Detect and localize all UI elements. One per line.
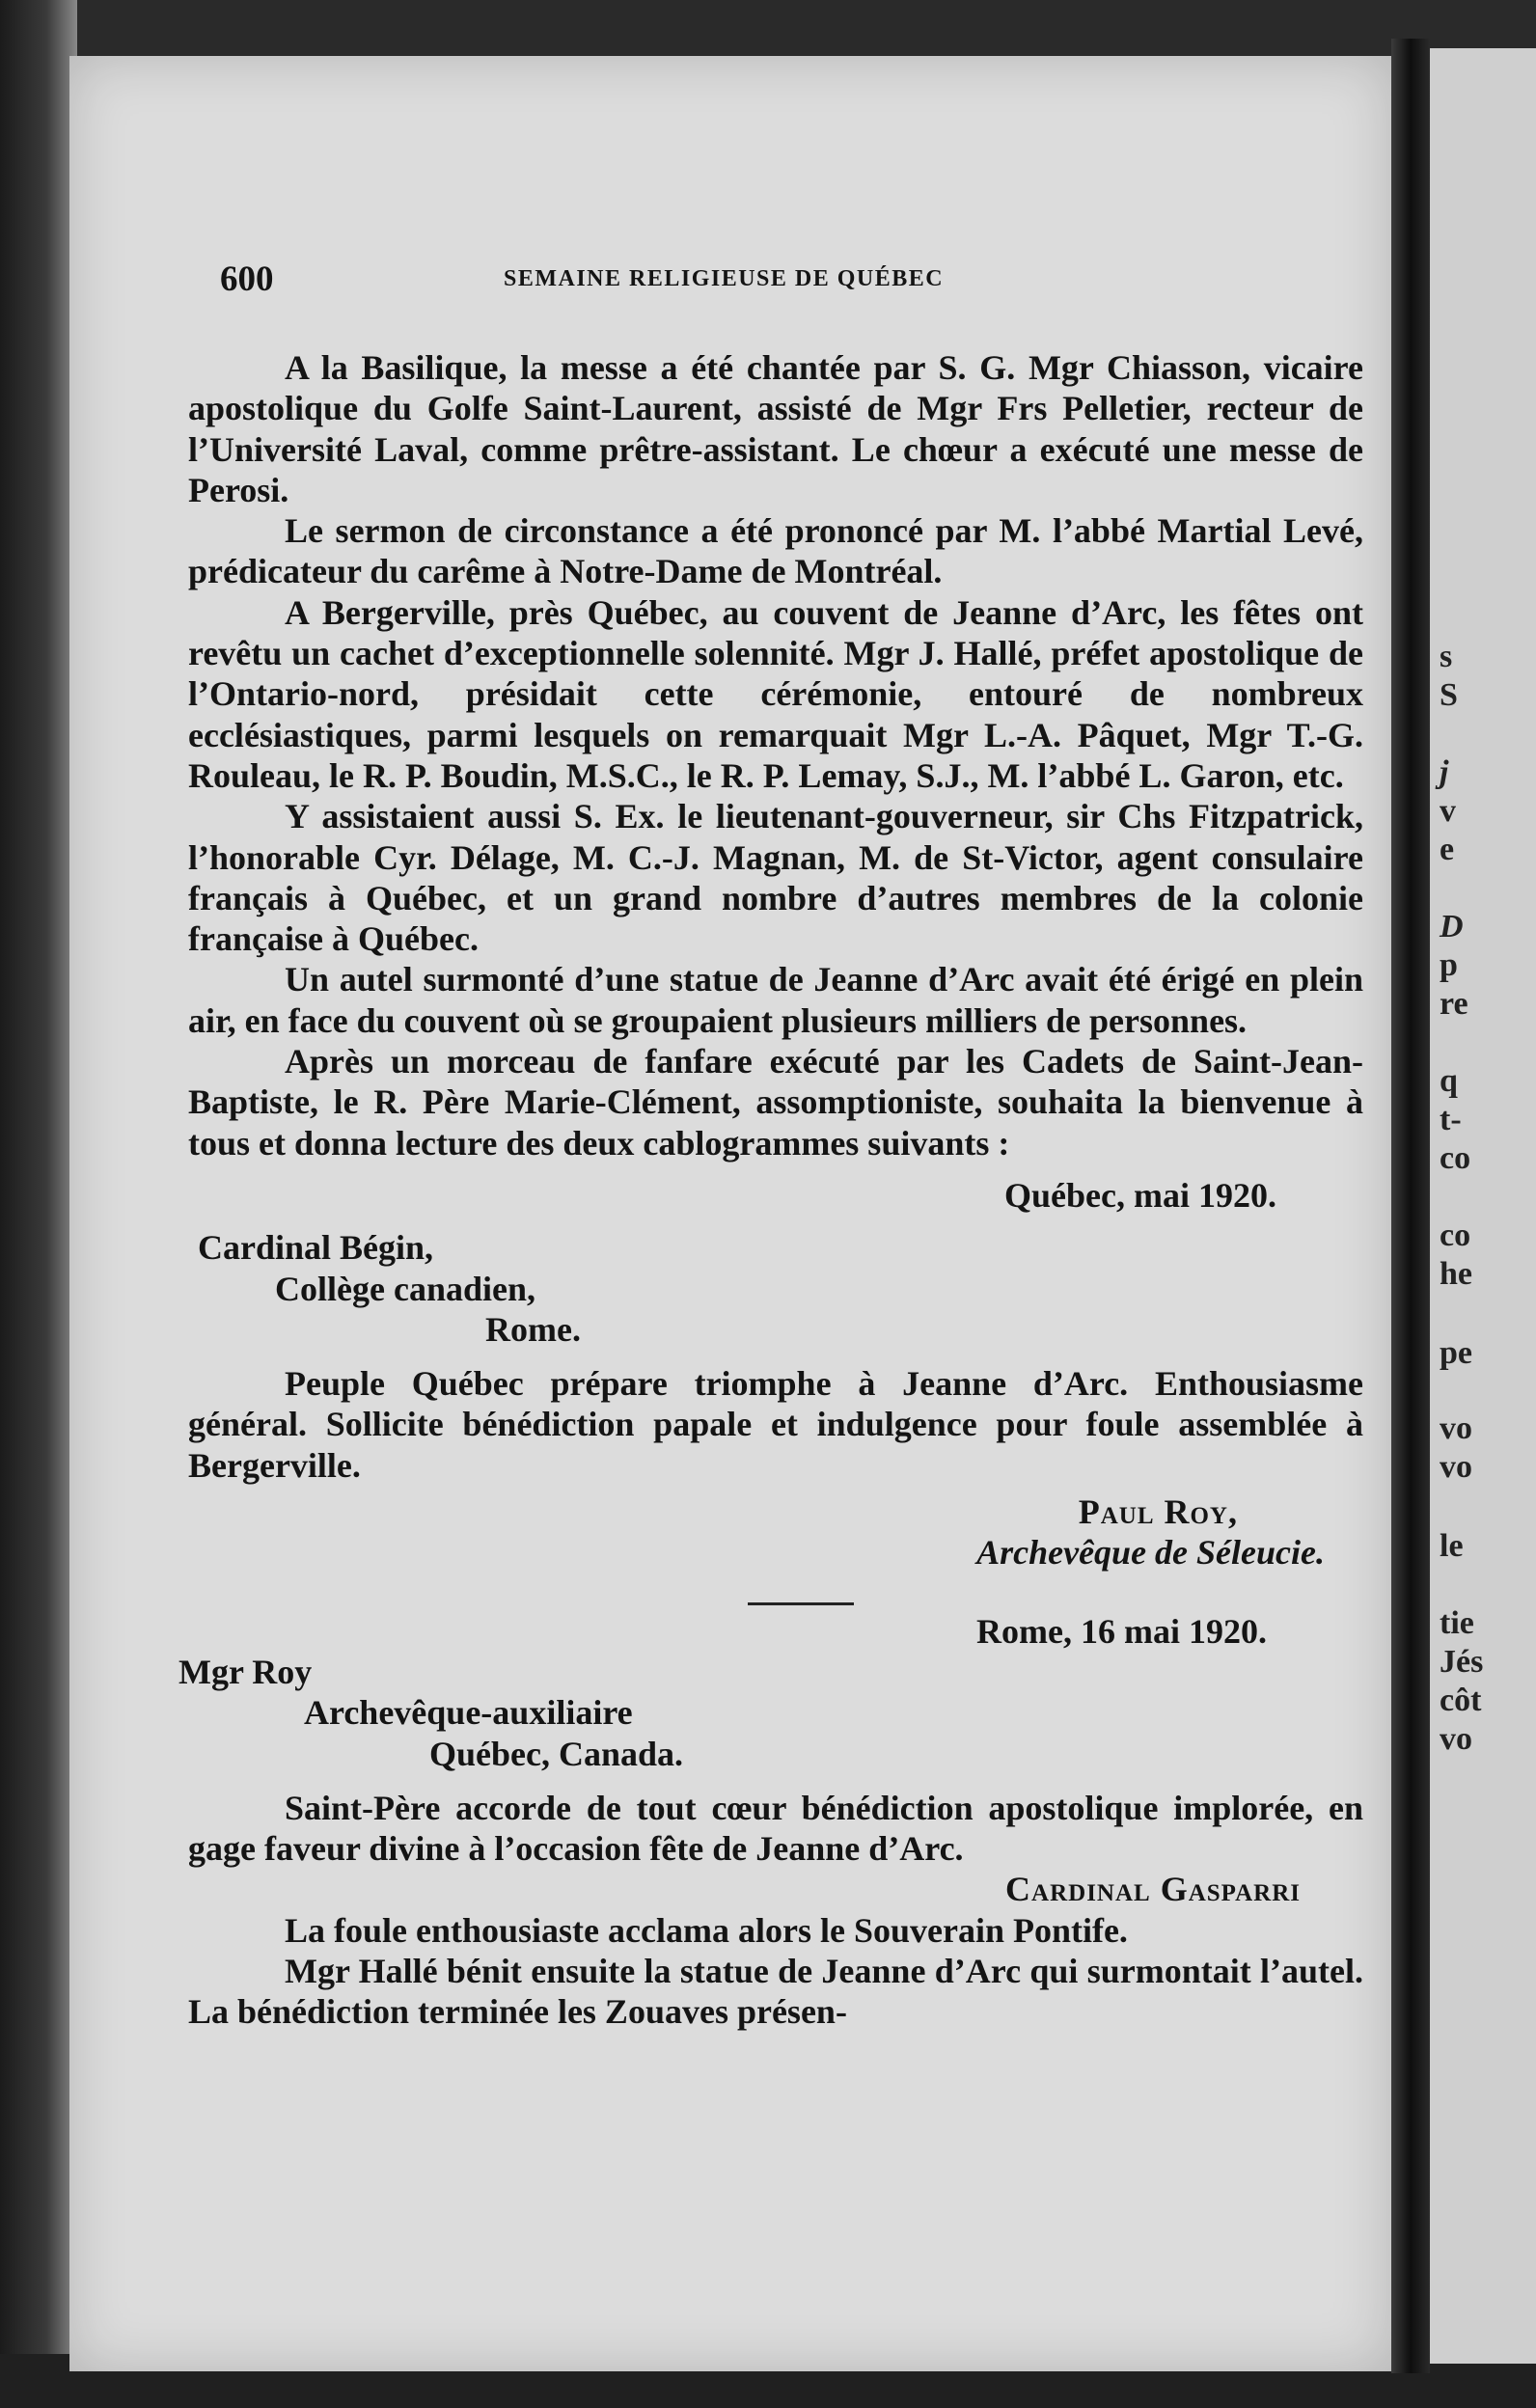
facing-fragment: j [1440, 754, 1449, 790]
paragraph: Un autel surmonté d’une statue de Jeanne d’Arc avait été érigé en plein air, en face du couvent où se groupaient plusieurs milliers de personnes. [188, 960, 1363, 1040]
facing-fragment: D [1440, 909, 1464, 944]
scan-background-left [0, 0, 77, 2408]
facing-fragment: q [1440, 1063, 1458, 1099]
cablegram-address-line: Québec, Canada. [429, 1734, 684, 1773]
cablegram-signature-title: Archevêque de Séleucie. [976, 1533, 1325, 1573]
paragraph: La foule enthousiaste acclama alors le Souverain Pontife. [285, 1910, 1128, 1950]
article-body [178, 347, 1363, 2033]
cablegram-body: Peuple Québec prépare triomphe à Jeanne d’Arc. Enthousiasme général. Sollicite bénédiction papale et indulgence pour foule assemblée à Bergerville. [188, 1364, 1363, 1485]
cablegram-dateline: Rome, 16 mai 1920. [976, 1611, 1267, 1651]
book-gutter [1391, 39, 1430, 2373]
running-head [220, 259, 1088, 301]
scan-background-top [0, 0, 1536, 58]
section-divider [748, 1602, 854, 1605]
facing-fragment: vo [1440, 1410, 1472, 1446]
facing-fragment: v [1440, 793, 1456, 829]
facing-page-edge [1430, 48, 1536, 2364]
facing-fragment: le [1440, 1528, 1464, 1564]
facing-fragment: t- [1440, 1102, 1462, 1137]
page-number: 600 [220, 260, 274, 299]
cablegram-2 [178, 1611, 1363, 1910]
facing-fragment: co [1440, 1218, 1471, 1253]
cablegram-dateline: Québec, mai 1920. [1004, 1175, 1276, 1215]
cablegram-1 [188, 1175, 1363, 1573]
paragraph: A Bergerville, près Québec, au couvent de Jeanne d’Arc, les fêtes ont revêtu un cachet d’exceptionnelle solennité. Mgr J. Hallé, préfet apostolique de l’Ontario-nord, présidait cette cérémonie, entouré de nombreux ecclésiastiques, parmi lesquels on remarquait Mgr L.-A. Pâquet, Mgr T.-G. Rouleau, le R. P. Boudin, M.S.C., le R. P. Lemay, S.J., M. l’abbé L. Garon, etc. [188, 592, 1363, 795]
facing-fragment: pe [1440, 1335, 1472, 1371]
paragraph: Après un morceau de fanfare exécuté par les Cadets de Saint-Jean-Baptiste, le R. Père Marie-Clément, assomptioniste, souhaita la bienvenue à tous et donna lecture des deux cablogrammes suivants : [188, 1042, 1363, 1163]
facing-fragment: vo [1440, 1721, 1472, 1757]
facing-fragment: re [1440, 986, 1468, 1022]
facing-fragment: tie [1440, 1605, 1474, 1641]
facing-fragment: co [1440, 1140, 1471, 1176]
paragraph: Y assistaient aussi S. Ex. le lieutenant-gouverneur, sir Chs Fitzpatrick, l’honorable Cyr. Délage, M. C.-J. Magnan, M. de St-Victor, agent consulaire français à Québec, et un grand nombre d’autres membres de la colonie française à Québec. [188, 797, 1363, 959]
paragraph: Le sermon de circonstance a été prononcé par M. l’abbé Martial Levé, prédicateur du carême à Notre-Dame de Montréal. [188, 511, 1363, 591]
journal-title: SEMAINE RELIGIEUSE DE QUÉBEC [504, 266, 945, 291]
cablegram-signature: Cardinal Gasparri [1005, 1870, 1301, 1909]
facing-fragment: Jés [1440, 1644, 1484, 1680]
cablegram-address-line: Collège canadien, [275, 1269, 535, 1308]
cablegram-address-line: Mgr Roy [178, 1652, 313, 1691]
facing-fragment: vo [1440, 1449, 1472, 1485]
cablegram-address-line: Archevêque-auxiliaire [304, 1693, 633, 1733]
paragraph: Mgr Hallé bénit ensuite la statue de Jeanne d’Arc qui surmontait l’autel. La bénédiction terminée les Zouaves présen- [188, 1951, 1363, 2032]
cablegram-body: Saint-Père accorde de tout cœur bénédiction apostolique implorée, en gage faveur divine à l’occasion fête de Jeanne d’Arc. [188, 1788, 1363, 1869]
facing-fragment: he [1440, 1256, 1472, 1292]
paragraph: A la Basilique, la messe a été chantée par S. G. Mgr Chiasson, vicaire apostolique du Golfe Saint-Laurent, assisté de Mgr Frs Pelletier, recteur de l’Université Laval, comme prêtre-assistant. Le chœur a exécuté une messe de Perosi. [188, 348, 1363, 509]
facing-fragment: côt [1440, 1683, 1482, 1718]
facing-fragment: p [1440, 947, 1458, 983]
cablegram-signature: Paul Roy, [1078, 1492, 1238, 1532]
facing-fragment: S [1440, 677, 1458, 713]
cablegram-address-line: Cardinal Bégin, [198, 1228, 434, 1268]
facing-fragment: s [1440, 639, 1453, 674]
facing-fragment: e [1440, 832, 1455, 867]
cablegram-address-line: Rome. [485, 1309, 581, 1349]
